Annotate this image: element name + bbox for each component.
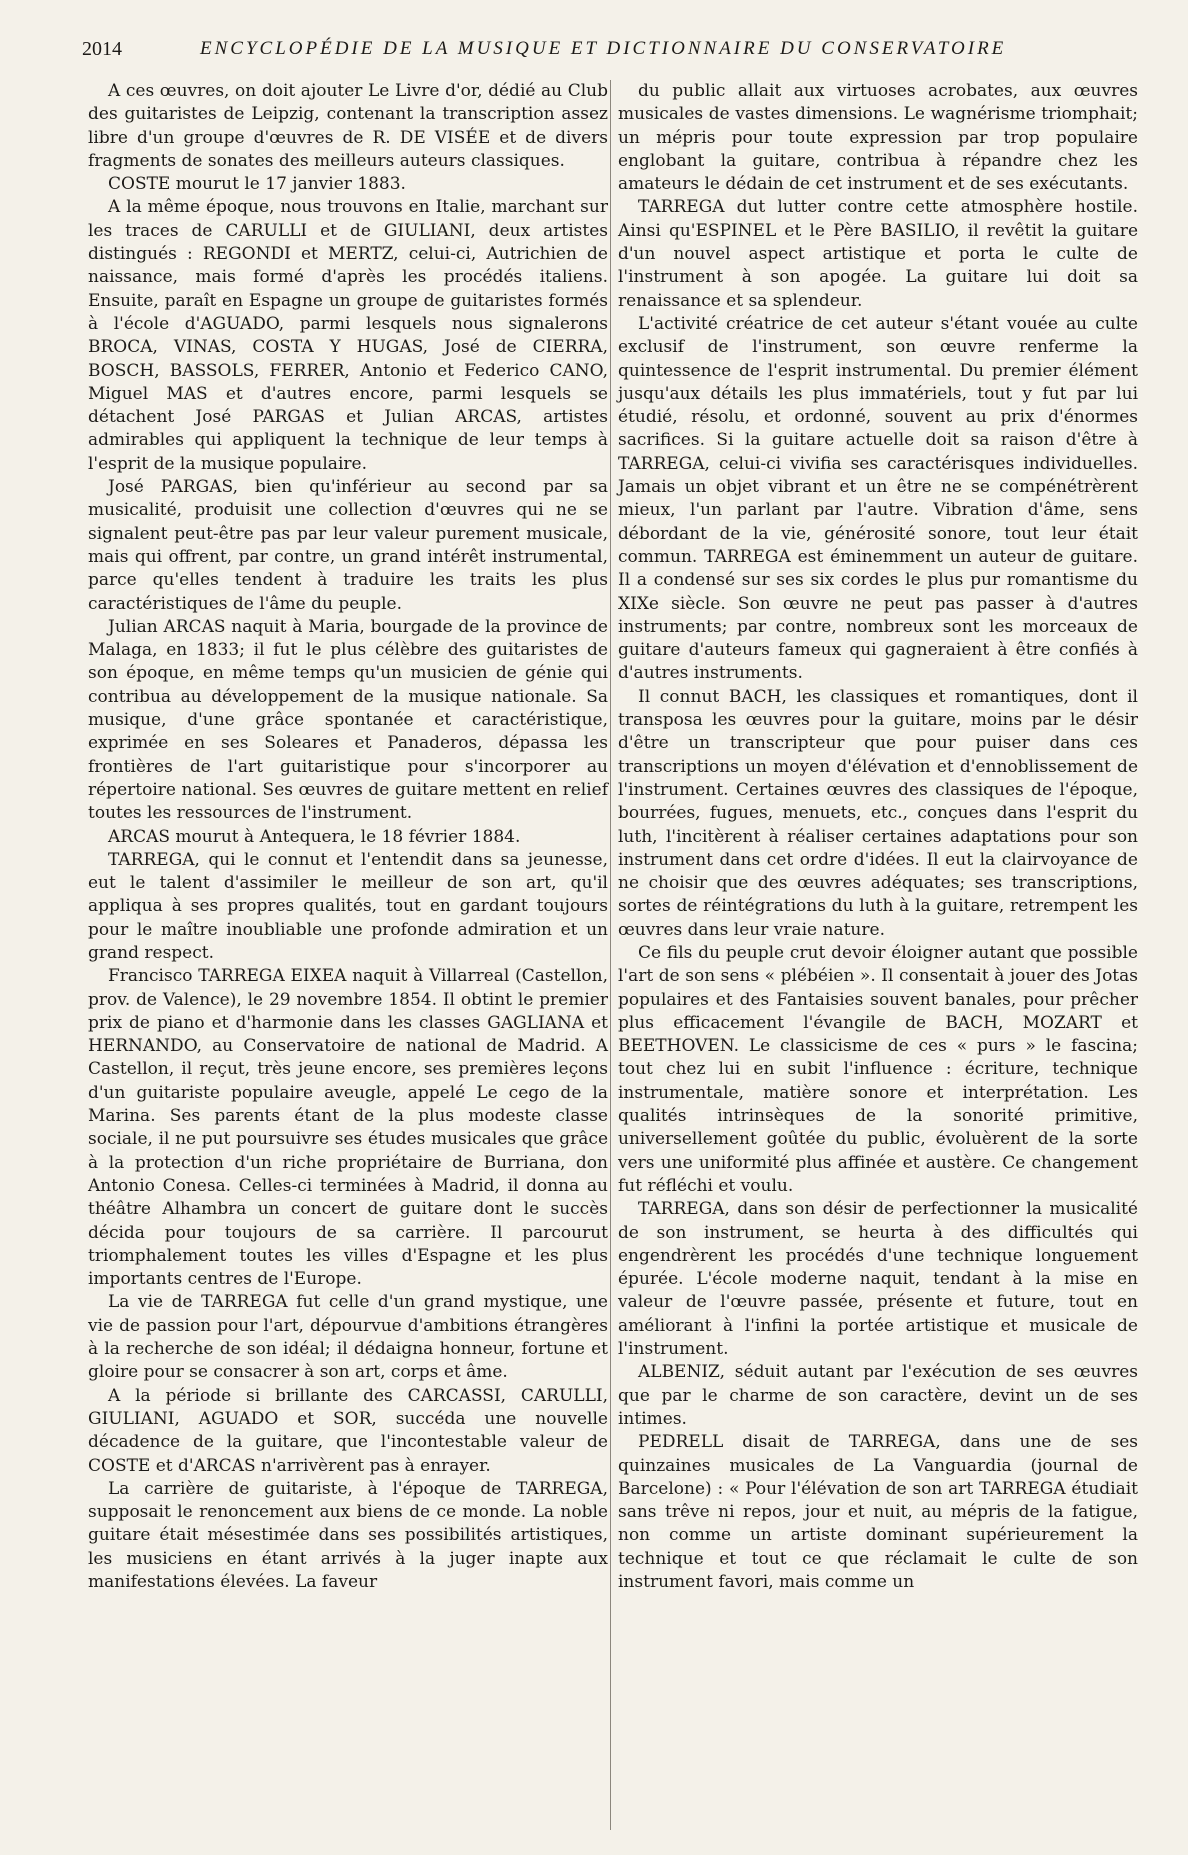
paragraph: A la même époque, nous trouvons en Italie, marchant sur les traces de CARULLI et de GIULIANI, deux artistes distingués : REGONDI et MERTZ, celui-ci, Autrichien de naissance, mais formé d'après les procédés italiens. Ensuite, paraît en Espagne un groupe de guitaristes formés à l'école d'AGUADO, parmi lesquels nous signalerons BROCA, VINAS, COSTA Y HUGAS, José de CIERRA, BOSCH, BASSOLS, FERRER, Antonio et Federico CANO, Miguel MAS et d'autres encore, parmi lesquels se détachent José PARGAS et Julian ARCAS, artistes admirables qui appliquent la technique de leur temps à l'esprit de la musique populaire. (88, 197, 608, 474)
paragraph: du public allait aux virtuoses acrobates, aux œuvres musicales de vastes dimensions. Le wagnérisme triomphait; un mépris pour toute expression par trop populaire englobant la guitare, contribua à répandre chez les amateurs le dédain de cet instrument et de ses exécutants. (618, 81, 1138, 195)
paragraph: TARREGA dut lutter contre cette atmosphère hostile. Ainsi qu'ESPINEL et le Père BASILIO, il revêtit la guitare d'un nouvel aspect artistique et porta le culte de l'instrument à son apogée. La guitare lui doit sa renaissance et sa splendeur. (618, 197, 1138, 311)
left-column (88, 80, 608, 1594)
paragraph: A ces œuvres, on doit ajouter Le Livre d'or, dédié au Club des guitaristes de Leipzig, contenant la transcription assez libre d'un groupe d'œuvres de R. DE VISÉE et de divers fragments de sonates des meilleurs auteurs classiques. (88, 81, 608, 171)
paragraph: TARREGA, qui le connut et l'entendit dans sa jeunesse, eut le talent d'assimiler le meilleur de son art, qu'il appliqua à ses propres qualités, tout en gardant toujours pour le maître inoubliable une profonde admiration et un grand respect. (88, 849, 608, 963)
paragraph: TARREGA, dans son désir de perfectionner la musicalité de son instrument, se heurta à des difficultés qui engendrèrent les procédés d'une technique longuement épurée. L'école moderne naquit, tendant à la mise en valeur de l'œuvre passée, présente et future, tout en améliorant à l'infini la portée artistique et musicale de l'instrument. (618, 1199, 1138, 1360)
paragraph: COSTE mourut le 17 janvier 1883. (108, 174, 406, 195)
paragraph: ALBENIZ, séduit autant par l'exécution de ses œuvres que par le charme de son caractère, devint un de ses intimes. (618, 1362, 1138, 1429)
running-head: ENCYCLOPÉDIE DE LA MUSIQUE ET DICTIONNAIRE DU CONSERVATOIRE (200, 38, 1007, 59)
paragraph: Il connut BACH, les classiques et romantiques, dont il transposa les œuvres pour la guitare, moins par le désir d'être un transcripteur que pour puiser dans ces transcriptions un moyen d'élévation et d'ennoblissement de l'instrument. Certaines œuvres des classiques de l'époque, bourrées, fugues, menuets, etc., conçues dans l'esprit du luth, l'incitèrent à réaliser certaines adaptations pour son instrument dans cet ordre d'idées. Il eut la clairvoyance de ne choisir que des œuvres adéquates; ses transcriptions, sortes de réintégrations du luth à la guitare, retrempent les œuvres dans leur vraie nature. (618, 686, 1138, 940)
page-header (70, 32, 1150, 68)
column-divider (610, 80, 611, 1830)
paragraph: José PARGAS, bien qu'inférieur au second par sa musicalité, produisit une collection d'œuvres qui ne se signalent peut-être pas par leur valeur purement musicale, mais qui offrent, par contre, un grand intérêt instrumental, parce qu'elles tendent à traduire les traits les plus caractéristiques de l'âme du peuple. (88, 477, 608, 614)
paragraph: PEDRELL disait de TARREGA, dans une de ses quinzaines musicales de La Vanguardia (journal de Barcelone) : « Pour l'élévation de son art TARREGA étudiait sans trêve ni repos, jour et nuit, au mépris de la fatigue, non comme un artiste dominant supérieurement la technique et tout ce que réclamait le culte de son instrument favori, mais comme un (618, 1432, 1138, 1592)
paragraph: La carrière de guitariste, à l'époque de TARREGA, supposait le renoncement aux biens de ce monde. La noble guitare était mésestimée dans ses possibilités artistiques, les musiciens en étant arrivés à la juger inapte aux manifestations élevées. La faveur (88, 1478, 608, 1592)
page-number: 2014 (82, 38, 122, 60)
paragraph: La vie de TARREGA fut celle d'un grand mystique, une vie de passion pour l'art, dépourvue d'ambitions étrangères à la recherche de son idéal; il dédaigna honneur, fortune et gloire pour se consacrer à son art, corps et âme. (88, 1292, 608, 1383)
right-column (618, 80, 1138, 1594)
paragraph: Julian ARCAS naquit à Maria, bourgade de la province de Malaga, en 1833; il fut le plus célèbre des guitaristes de son époque, en même temps qu'un musicien de génie qui contribua au développement de la musique nationale. Sa musique, d'une grâce spontanée et caractéristique, exprimée en ses Soleares et Panaderos, dépassa les frontières de l'art guitaristique pour s'incorporer au répertoire national. Ses œuvres de guitare mettent en relief toutes les ressources de l'instrument. (88, 616, 608, 824)
paragraph: Francisco TARREGA EIXEA naquit à Villarreal (Castellon, prov. de Valence), le 29 novembre 1854. Il obtint le premier prix de piano et d'harmonie dans les classes GAGLIANA et HERNANDO, au Conservatoire de national de Madrid. A Castellon, il reçut, très jeune encore, ses premières leçons d'un guitariste populaire aveugle, appelé Le cego de la Marina. Ses parents étant de la plus modeste classe sociale, il ne put poursuivre ses études musicales que grâce à la protection d'un riche propriétaire de Burriana, don Antonio Conesa. Celles-ci terminées à Madrid, il donna au théâtre Alhambra un concert de guitare dont le succès décida pour toujours de sa carrière. Il parcourut triomphalement toutes les villes d'Espagne et les plus importants centres de l'Europe. (88, 966, 608, 1290)
paragraph: Ce fils du peuple crut devoir éloigner autant que possible l'art de son sens « plébéien ». Il consentait à jouer des Jotas populaires et des Fantaisies souvent banales, pour prêcher plus efficacement l'évangile de BACH, MOZART et BEETHOVEN. Le classicisme de ces « purs » le fascina; tout chez lui en subit l'influence : écriture, technique instrumentale, matière sonore et interprétation. Les qualités intrinsèques de la sonorité primitive, universellement goûtée du public, évoluèrent de la sorte vers une uniformité plus affinée et austère. Ce changement fut réfléchi et voulu. (618, 942, 1138, 1196)
paragraph: A la période si brillante des CARCASSI, CARULLI, GIULIANI, AGUADO et SOR, succéda une nouvelle décadence de la guitare, que l'incontestable valeur de COSTE et d'ARCAS n'arrivèrent pas à enrayer. (88, 1385, 608, 1476)
paragraph: ARCAS mourut à Antequera, le 18 février 1884. (108, 826, 521, 847)
paragraph: L'activité créatrice de cet auteur s'étant vouée au culte exclusif de l'instrument, son œuvre renferme la quintessence de l'esprit instrumental. Du premier élément jusqu'aux détails les plus immatériels, tout y fut par lui étudié, résolu, et ordonné, souvent au prix d'énormes sacrifices. Si la guitare actuelle doit sa raison d'être à TARREGA, celui-ci vivifia ses caractérisques individuelles. Jamais un objet vibrant et un être ne se compénétrèrent mieux, l'un parlant par l'autre. Vibration d'âme, sens débordant de la vie, générosité sonore, tout leur était commun. TARREGA est éminemment un auteur de guitare. Il a condensé sur ses six cordes le plus pur romantisme du XIXe siècle. Son œuvre ne peut pas passer à d'autres instruments; par contre, nombreux sont les morceaux de guitare d'auteurs fameux qui gagneraient à être confiés à d'autres instruments. (618, 313, 1138, 684)
